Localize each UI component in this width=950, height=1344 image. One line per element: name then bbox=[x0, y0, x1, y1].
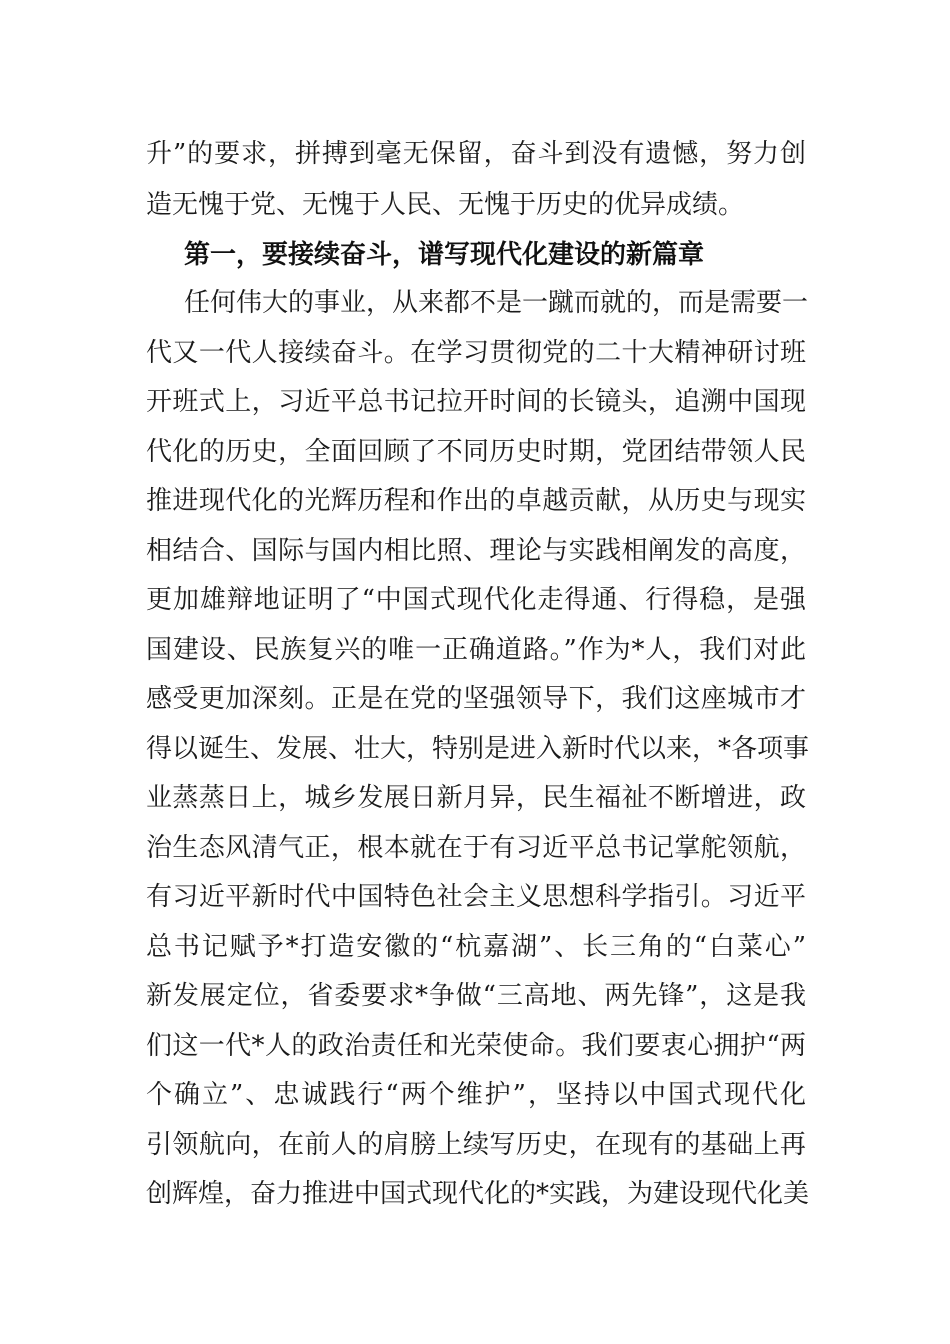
body-line-12: 治生态风清气正，根本就在于有习近平总书记掌舵领航， bbox=[146, 833, 806, 863]
body-line-18: 引领航向，在前人的肩膀上续写历史，在现有的基础上再 bbox=[146, 1130, 806, 1160]
body-line-15: 新发展定位，省委要求*争做“三高地、两先锋”，这是我 bbox=[146, 981, 806, 1011]
body-line-5: 推进现代化的光辉历程和作出的卓越贡献，从历史与现实 bbox=[146, 486, 806, 516]
section-heading: 第一，要接续奋斗，谱写现代化建设的新篇章 bbox=[184, 240, 705, 270]
body-line-9: 感受更加深刻。正是在党的坚强领导下，我们这座城市才 bbox=[146, 684, 806, 714]
intro-line-2: 造无愧于党、无愧于人民、无愧于历史的优异成绩。 bbox=[146, 190, 745, 220]
body-line-4: 代化的历史，全面回顾了不同历史时期，党团结带领人民 bbox=[146, 437, 806, 467]
body-line-16: 们这一代*人的政治责任和光荣使命。我们要衷心拥护“两 bbox=[146, 1031, 806, 1061]
body-line-8: 国建设、民族复兴的唯一正确道路。”作为*人，我们对此 bbox=[146, 635, 806, 665]
body-line-17: 个确立”、忠诚践行“两个维护”，坚持以中国式现代化 bbox=[146, 1080, 806, 1110]
body-line-1: 任何伟大的事业，从来都不是一蹴而就的，而是需要一 bbox=[184, 288, 809, 318]
body-line-14: 总书记赋予*打造安徽的“杭嘉湖”、长三角的“白菜心” bbox=[146, 932, 806, 962]
body-line-10: 得以诞生、发展、壮大，特别是进入新时代以来，*各项事 bbox=[146, 734, 810, 764]
body-line-6: 相结合、国际与国内相比照、理论与实践相阐发的高度， bbox=[146, 536, 806, 566]
intro-line-1: 升”的要求，拼搏到毫无保留，奋斗到没有遗憾，努力创 bbox=[146, 139, 806, 169]
body-line-11: 业蒸蒸日上，城乡发展日新月异，民生福祉不断增进，政 bbox=[146, 783, 806, 813]
body-line-7: 更加雄辩地证明了“中国式现代化走得通、行得稳，是强 bbox=[146, 585, 806, 615]
body-line-3: 开班式上，习近平总书记拉开时间的长镜头，追溯中国现 bbox=[146, 387, 806, 417]
body-line-13: 有习近平新时代中国特色社会主义思想科学指引。习近平 bbox=[146, 882, 806, 912]
body-line-2: 代又一代人接续奋斗。在学习贯彻党的二十大精神研讨班 bbox=[146, 338, 806, 368]
body-line-19: 创辉煌，奋力推进中国式现代化的*实践，为建设现代化美 bbox=[146, 1179, 810, 1209]
